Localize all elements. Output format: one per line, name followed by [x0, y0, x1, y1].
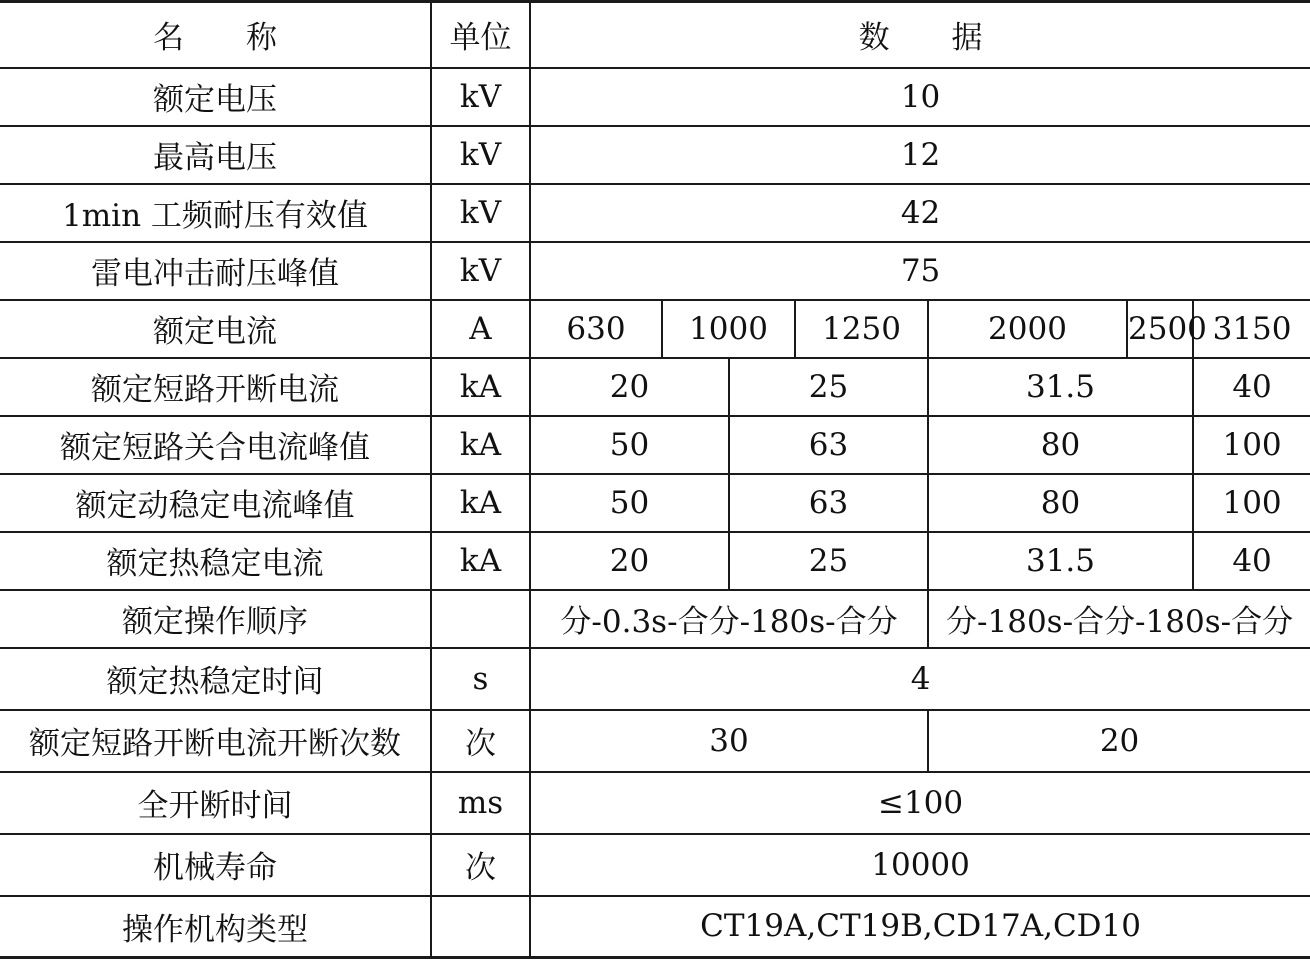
- table-row: [0, 68, 1310, 126]
- table-row: [0, 896, 1310, 958]
- row-value: 630: [530, 300, 662, 358]
- row-value: 4: [530, 648, 1310, 710]
- row-value: 100: [1193, 416, 1310, 474]
- row-unit: [431, 590, 530, 648]
- header-data: 数 据: [530, 2, 1310, 68]
- table-row: [0, 126, 1310, 184]
- row-value: 20: [928, 710, 1310, 772]
- row-value: 40: [1193, 532, 1310, 590]
- row-value: 1250: [795, 300, 928, 358]
- row-value: 25: [729, 532, 928, 590]
- row-value: 63: [729, 416, 928, 474]
- row-unit: kA: [431, 474, 530, 532]
- row-value: 10000: [530, 834, 1310, 896]
- row-name: 机械寿命: [0, 834, 431, 896]
- row-value: 50: [530, 474, 729, 532]
- table-row: [0, 300, 1310, 358]
- row-name: 额定短路开断电流: [0, 358, 431, 416]
- table-row: [0, 710, 1310, 772]
- row-name: 雷电冲击耐压峰值: [0, 242, 431, 300]
- row-unit: kV: [431, 68, 530, 126]
- row-value: 75: [530, 242, 1310, 300]
- row-unit: kV: [431, 184, 530, 242]
- row-unit: A: [431, 300, 530, 358]
- table-row: [0, 834, 1310, 896]
- row-value: 42: [530, 184, 1310, 242]
- table-row: [0, 772, 1310, 834]
- table-row: [0, 474, 1310, 532]
- row-name: 全开断时间: [0, 772, 431, 834]
- row-value: 20: [530, 532, 729, 590]
- row-name: 额定热稳定时间: [0, 648, 431, 710]
- row-name: 额定电流: [0, 300, 431, 358]
- header-unit: 单位: [431, 2, 530, 68]
- row-value: CT19A,CT19B,CD17A,CD10: [530, 896, 1310, 958]
- row-value: 31.5: [928, 532, 1193, 590]
- row-unit: ms: [431, 772, 530, 834]
- row-unit: kA: [431, 532, 530, 590]
- row-unit: kA: [431, 358, 530, 416]
- row-value: 10: [530, 68, 1310, 126]
- row-value: 63: [729, 474, 928, 532]
- table-row: [0, 648, 1310, 710]
- row-unit: kV: [431, 242, 530, 300]
- row-value: 50: [530, 416, 729, 474]
- row-value: 20: [530, 358, 729, 416]
- row-name: 额定动稳定电流峰值: [0, 474, 431, 532]
- row-name: 最高电压: [0, 126, 431, 184]
- row-name: 额定短路关合电流峰值: [0, 416, 431, 474]
- table-row: [0, 590, 1310, 648]
- row-value: ≤100: [530, 772, 1310, 834]
- row-value: 1000: [662, 300, 795, 358]
- table-row: [0, 532, 1310, 590]
- table-row: [0, 416, 1310, 474]
- row-name: 额定电压: [0, 68, 431, 126]
- row-value: 3150: [1193, 300, 1310, 358]
- table-row: [0, 242, 1310, 300]
- row-value: 80: [928, 416, 1193, 474]
- row-name: 1min 工频耐压有效值: [0, 184, 431, 242]
- row-value: 分-0.3s-合分-180s-合分: [530, 590, 928, 648]
- row-value: 12: [530, 126, 1310, 184]
- row-value: 40: [1193, 358, 1310, 416]
- row-unit: 次: [431, 710, 530, 772]
- row-value: 分-180s-合分-180s-合分: [928, 590, 1310, 648]
- row-unit: 次: [431, 834, 530, 896]
- table-row: [0, 358, 1310, 416]
- row-value: 80: [928, 474, 1193, 532]
- row-unit: kA: [431, 416, 530, 474]
- row-name: 操作机构类型: [0, 896, 431, 958]
- header-row: [0, 2, 1310, 68]
- row-unit: kV: [431, 126, 530, 184]
- table-row: [0, 184, 1310, 242]
- row-value: 30: [530, 710, 928, 772]
- row-value: 25: [729, 358, 928, 416]
- row-unit: [431, 896, 530, 958]
- header-name: 名 称: [0, 2, 431, 68]
- row-value: 2000: [928, 300, 1127, 358]
- row-name: 额定短路开断电流开断次数: [0, 710, 431, 772]
- row-unit: s: [431, 648, 530, 710]
- row-value: 31.5: [928, 358, 1193, 416]
- row-name: 额定热稳定电流: [0, 532, 431, 590]
- row-value: 100: [1193, 474, 1310, 532]
- row-value: 2500: [1127, 300, 1193, 358]
- row-name: 额定操作顺序: [0, 590, 431, 648]
